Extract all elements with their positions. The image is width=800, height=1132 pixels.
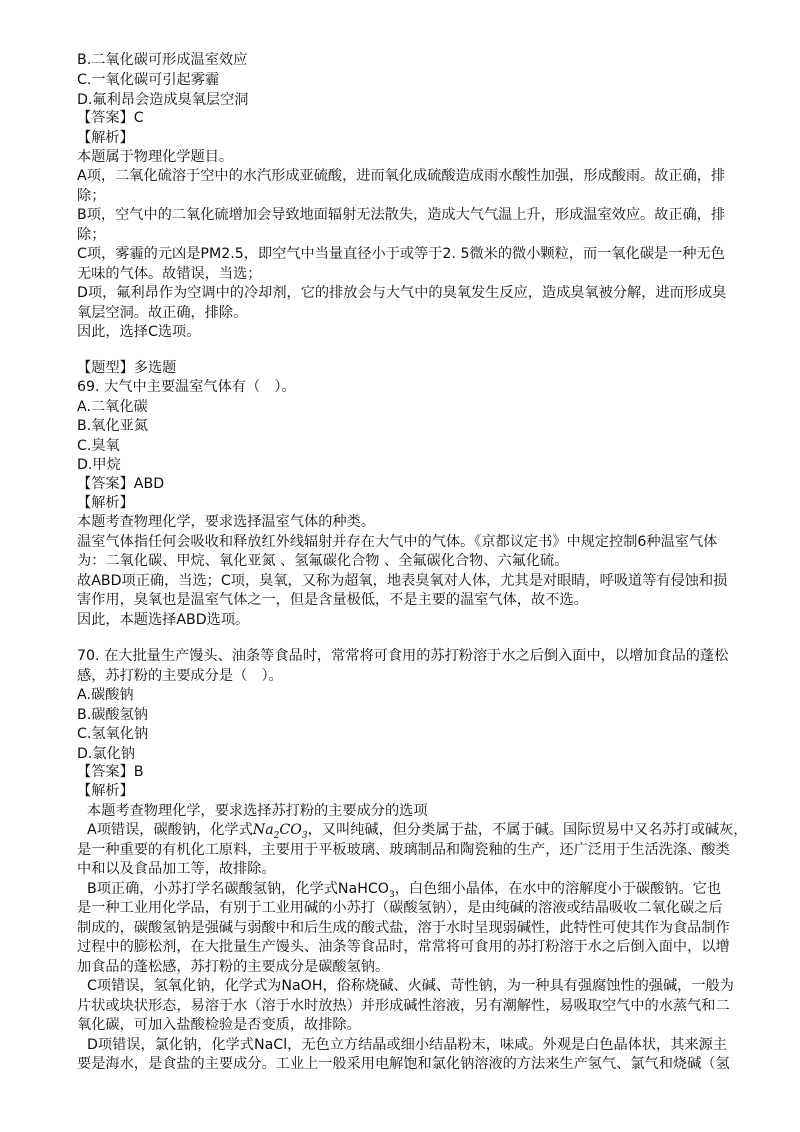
analysis-line: 氧化碳，可加入盐酸检验是否变质，故排除。 bbox=[77, 1017, 361, 1033]
option-c-q69: C.臭氧 bbox=[77, 438, 120, 454]
answer-q70: 【答案】B bbox=[77, 764, 144, 780]
conclusion-q69: 因此，本题选择ABD选项。 bbox=[77, 612, 250, 628]
analysis-line: 本题属于物理化学题目。 bbox=[77, 149, 234, 165]
analysis-label-q70: 【解析】 bbox=[77, 783, 134, 799]
analysis-text: B项正确，小苏打学名碳酸氢钠，化学式NaHCO bbox=[87, 881, 389, 897]
analysis-line: 害作用，臭氧也是温室气体之一，但是含量极低，不是主要的温室气体，故不选。 bbox=[77, 592, 588, 608]
analysis-line-a bbox=[87, 820, 787, 840]
analysis-line: 故ABD项正确，当选；C项，臭氧，又称为超氧，地表臭氧对人体，尤其是对眼睛，呼吸道等有侵蚀和损 bbox=[77, 573, 728, 589]
analysis-text: A项错误，碳酸钠，化学式 bbox=[87, 822, 253, 838]
analysis-line: 要是海水，是食盐的主要成分。工业上一般采用电解饱和氯化钠溶液的方法来生产氢气、氯气和烧碱（氢 bbox=[77, 1056, 730, 1072]
analysis-label-q69: 【解析】 bbox=[77, 495, 134, 511]
conclusion-q68: 因此，选择C选项。 bbox=[77, 324, 201, 340]
option-b-q70: B.碳酸氢钠 bbox=[77, 707, 148, 723]
analysis-line: B项，空气中的二氧化硫增加会导致地面辐射无法散失，造成大气气温上升，形成温室效应。故正确，排 bbox=[77, 207, 726, 223]
option-d-q70: D.氯化钠 bbox=[77, 746, 135, 762]
analysis-line: 是一种工业用化学品，有别于工业用碱的小苏打（碳酸氢钠），是由纯碱的溶液或结晶吸收二氧化碳之后 bbox=[77, 900, 723, 916]
analysis-line-b bbox=[87, 879, 787, 899]
analysis-line-c: C项错误，氢氧化钠，化学式为NaOH，俗称烧碱、火碱、苛性钠，为一种具有强腐蚀性的强碱，一般为 bbox=[87, 978, 734, 994]
analysis-line: 是一种重要的有机化工原料，主要用于平板玻璃、玻璃制品和陶瓷釉的生产，还广泛用于生活洗涤、酸类 bbox=[77, 842, 730, 858]
subscript-3: 3 bbox=[388, 889, 395, 899]
option-b-q68: B.二氧化碳可形成温室效应 bbox=[77, 52, 248, 68]
analysis-line: 过程中的膨松剂，在大批量生产馒头、油条等食品时，常常将可食用的苏打粉溶于水之后倒入面中，以增 bbox=[77, 939, 730, 955]
question-69: 69. 大气中主要温室气体有（ ）。 bbox=[77, 379, 296, 395]
answer-q69: 【答案】ABD bbox=[77, 476, 165, 492]
analysis-line: 本题考查物理化学，要求选择苏打粉的主要成分的选项 bbox=[87, 803, 428, 819]
question-type: 【题型】多选题 bbox=[77, 360, 177, 376]
analysis-line: 除； bbox=[77, 227, 106, 243]
analysis-text: ，白色细小晶体，在水中的溶解度小于碳酸钠。它也 bbox=[394, 881, 722, 897]
option-d-q68: D.氟利昂会造成臭氧层空洞 bbox=[77, 92, 249, 108]
option-a-q70: A.碳酸钠 bbox=[77, 687, 134, 703]
answer-q68: 【答案】C bbox=[77, 110, 144, 126]
analysis-line: A项，二氧化硫溶于空中的水汽形成亚硫酸，进而氧化成硫酸造成雨水酸性加强，形成酸雨。故正确，排 bbox=[77, 168, 726, 184]
analysis-line-d: D项错误，氯化钠，化学式NaCl，无色立方结晶或细小结晶粉末，味咸。外观是白色晶体状，其来源主 bbox=[87, 1037, 727, 1053]
option-b-q69: B.氧化亚氮 bbox=[77, 418, 148, 434]
option-d-q69: D.甲烷 bbox=[77, 457, 121, 473]
option-c-q68: C.一氧化碳可引起雾霾 bbox=[77, 72, 220, 88]
analysis-line: 中和以及食品加工等，故排除。 bbox=[77, 861, 276, 877]
question-70: 70. 在大批量生产馒头、油条等食品时，常常将可食用的苏打粉溶于水之后倒入面中，以增加食品的蓬松 bbox=[77, 648, 729, 664]
analysis-line: 除； bbox=[77, 188, 106, 204]
analysis-line: 加食品的蓬松感，苏打粉的主要成分是碳酸氢钠。 bbox=[77, 959, 390, 975]
option-c-q70: C.氢氧化钠 bbox=[77, 726, 149, 742]
question-70-cont: 感，苏打粉的主要成分是（ ）。 bbox=[77, 668, 283, 684]
option-a-q69: A.二氧化碳 bbox=[77, 399, 148, 415]
analysis-line: 本题考查物理化学，要求选择温室气体的种类。 bbox=[77, 514, 375, 530]
analysis-line: 片状或块状形态，易溶于水（溶于水时放热）并形成碱性溶液，另有潮解性，易吸取空气中的水蒸气和二 bbox=[77, 998, 730, 1014]
sodium-carbonate-formula: $Na_2CO_3$ bbox=[252, 822, 308, 840]
analysis-line: 制成的，碳酸氢钠是强碱与弱酸中和后生成的酸式盐，溶于水时呈现弱碱性，此特性可使其作为食品制作 bbox=[77, 920, 730, 936]
analysis-line: 温室气体指任何会吸收和释放红外线辐射并存在大气中的气体。《京都议定书》中规定控制6种温室气体 bbox=[77, 534, 718, 550]
analysis-line: C项，雾霾的元凶是PM2.5，即空气中当量直径小于或等于2. 5微米的微小颗粒，而一氧化碳是一种无色 bbox=[77, 246, 725, 262]
analysis-line: 为：二氧化碳、甲烷、氧化亚氮 、氢氟碳化合物 、全氟碳化合物、六氟化硫。 bbox=[77, 553, 569, 569]
analysis-line: 氧层空洞。故正确，排除。 bbox=[77, 305, 248, 321]
analysis-line: D项，氟利昂作为空调中的冷却剂，它的排放会与大气中的臭氧发生反应，造成臭氧被分解，进而形成臭 bbox=[77, 285, 727, 301]
analysis-label-q68: 【解析】 bbox=[77, 130, 134, 146]
analysis-line: 无味的气体。故错误，当选； bbox=[77, 266, 262, 282]
analysis-text: ，又叫纯碱，但分类属于盐，不属于碱。国际贸易中又名苏打或碱灰， bbox=[307, 822, 748, 838]
